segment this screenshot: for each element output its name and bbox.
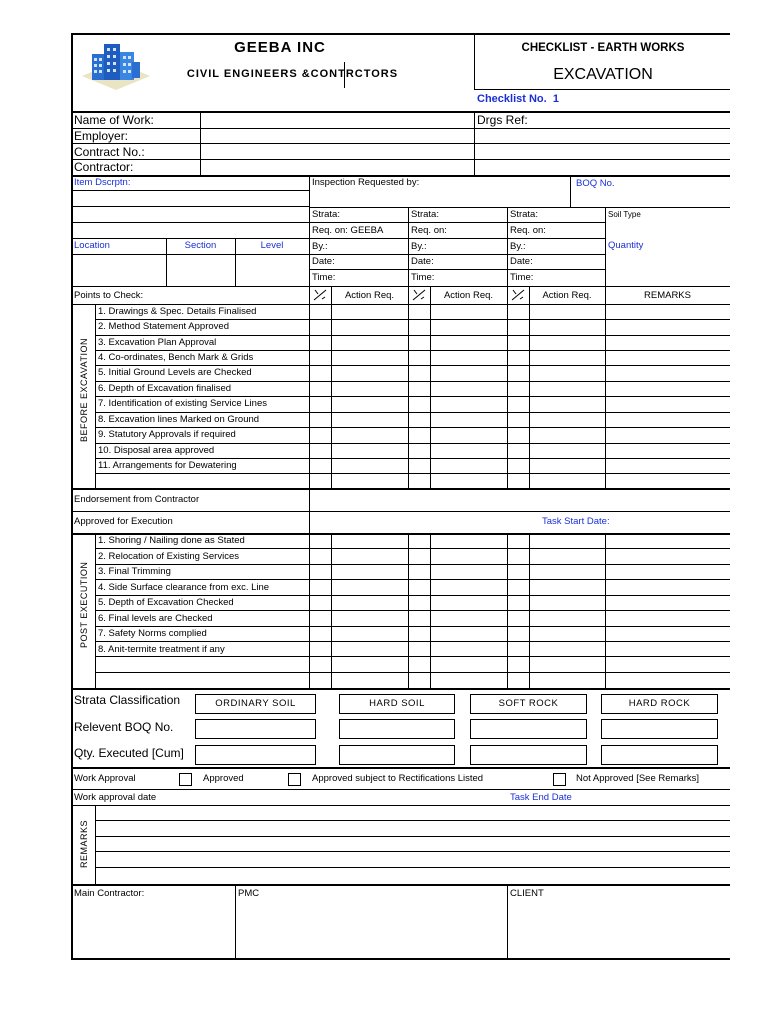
before-excavation-label: BEFORE EXCAVATION: [79, 337, 89, 442]
by-2: By.:: [411, 241, 427, 252]
strata-3: Strata:: [510, 209, 538, 220]
req-on-2: Req. on:: [411, 225, 447, 236]
action-req-3: Action Req.: [542, 290, 592, 301]
employer-label: Employer:: [74, 129, 129, 143]
work-approval-date-label: Work approval date: [74, 792, 157, 803]
pmc-label: PMC: [238, 888, 260, 899]
post-item: 7. Safety Norms complied: [98, 628, 207, 639]
relevent-boq-label: Relevent BOQ No.: [74, 720, 174, 734]
strata-classification-label: Strata Classification: [74, 693, 181, 707]
task-start-date-label: Task Start Date:: [542, 516, 610, 527]
drgs-ref-label: Drgs Ref:: [477, 113, 528, 127]
before-item: 2. Method Statement Approved: [98, 321, 229, 332]
checklist-title: CHECKLIST - EARTH WORKS: [521, 42, 685, 54]
inspection-requested-label: Inspection Requested by:: [312, 177, 420, 188]
strata-2: Strata:: [411, 209, 439, 220]
quantity-label: Quantity: [608, 240, 644, 251]
before-item: 5. Initial Ground Levels are Checked: [98, 367, 252, 378]
post-item: 1. Shoring / Nailing done as Stated: [98, 535, 245, 546]
remarks-header: REMARKS: [644, 290, 691, 301]
approved-label: Approved: [203, 773, 244, 784]
qty-field-hard-rock[interactable]: [601, 745, 718, 765]
before-item: 9. Statutory Approvals if required: [98, 429, 236, 440]
not-approved-checkbox[interactable]: [553, 773, 566, 786]
approved-checkbox[interactable]: [179, 773, 192, 786]
company-subtitle: CIVIL ENGINEERS &CONTRCTORS: [186, 68, 399, 80]
work-approval-label: Work Approval: [74, 773, 136, 784]
section-label: Section: [184, 240, 217, 251]
option-soft-rock[interactable]: SOFT ROCK: [470, 694, 587, 714]
before-item: 6. Depth of Excavation finalised: [98, 383, 232, 394]
before-item: 10. Disposal area approved: [98, 445, 215, 456]
qty-field-soft-rock[interactable]: [470, 745, 587, 765]
post-item: 4. Side Surface clearance from exc. Line: [98, 582, 270, 593]
boq-no-label: BOQ No.: [576, 178, 615, 189]
main-contractor-label: Main Contractor:: [74, 888, 145, 899]
strata-1: Strata:: [312, 209, 340, 220]
company-name: GEEBA INC: [234, 39, 326, 56]
not-approved-label: Not Approved [See Remarks]: [576, 773, 700, 784]
boq-field-soft-rock[interactable]: [470, 719, 587, 739]
task-end-date-label: Task End Date: [510, 792, 572, 803]
before-item: 1. Drawings & Spec. Details Finalised: [98, 306, 257, 317]
by-3: By.:: [510, 241, 526, 252]
boq-field-ordinary-soil[interactable]: [195, 719, 316, 739]
client-label: CLIENT: [510, 888, 544, 899]
option-hard-soil[interactable]: HARD SOIL: [339, 694, 455, 714]
tick-icon: [312, 288, 328, 302]
boq-field-hard-rock[interactable]: [601, 719, 718, 739]
time-1: Time:: [312, 272, 336, 283]
qty-field-ordinary-soil[interactable]: [195, 745, 316, 765]
tick-icon: [411, 288, 427, 302]
activity-title: EXCAVATION: [553, 66, 653, 83]
endorsement-label: Endorsement from Contractor: [74, 494, 200, 505]
action-req-2: Action Req.: [443, 290, 494, 301]
boq-field-hard-soil[interactable]: [339, 719, 455, 739]
approved-execution-label: Approved for Execution: [74, 516, 173, 527]
date-1: Date:: [312, 256, 335, 267]
approved-subject-label: Approved subject to Rectifications Listed: [312, 773, 484, 784]
post-execution-label: POST EXECUTION: [79, 561, 89, 648]
checklist-number: Checklist No. 1: [477, 93, 559, 105]
date-3: Date:: [510, 256, 533, 267]
post-item: 8. Anit-termite treatment if any: [98, 644, 225, 655]
before-item: 4. Co-ordinates, Bench Mark & Grids: [98, 352, 254, 363]
contractor-label: Contractor:: [74, 160, 134, 174]
tick-icon: [510, 288, 526, 302]
points-to-check-label: Points to Check:: [74, 290, 144, 301]
remarks-vertical-label: REMARKS: [79, 819, 89, 868]
by-1: By.:: [312, 241, 328, 252]
before-item: 8. Excavation lines Marked on Ground: [98, 414, 260, 425]
company-logo: [80, 40, 152, 90]
req-on-geeba: Req. on: GEEBA: [312, 225, 384, 236]
approved-subject-checkbox[interactable]: [288, 773, 301, 786]
post-item: 5. Depth of Excavation Checked: [98, 597, 234, 608]
option-ordinary-soil[interactable]: ORDINARY SOIL: [195, 694, 316, 714]
item-description-label: Item Dscrptn:: [74, 177, 131, 188]
before-item: 7. Identification of existing Service Lines: [98, 398, 267, 409]
req-on-3: Req. on:: [510, 225, 546, 236]
post-item: 6. Final levels are Checked: [98, 613, 213, 624]
location-label: Location: [74, 240, 110, 251]
time-2: Time:: [411, 272, 435, 283]
post-item: 2. Relocation of Existing Services: [98, 551, 239, 562]
date-2: Date:: [411, 256, 434, 267]
soil-type-label: Soil Type: [608, 210, 641, 219]
option-hard-rock[interactable]: HARD ROCK: [601, 694, 718, 714]
name-of-work-label: Name of Work:: [74, 113, 154, 127]
time-3: Time:: [510, 272, 534, 283]
qty-executed-label: Qty. Executed [Cum]: [74, 746, 184, 760]
before-item: 3. Excavation Plan Approval: [98, 337, 217, 348]
before-item: 11. Arrangements for Dewatering: [98, 460, 237, 471]
qty-field-hard-soil[interactable]: [339, 745, 455, 765]
contract-no-label: Contract No.:: [74, 145, 145, 159]
post-item: 3. Final Trimming: [98, 566, 171, 577]
level-label: Level: [260, 240, 284, 251]
action-req-1: Action Req.: [344, 290, 395, 301]
